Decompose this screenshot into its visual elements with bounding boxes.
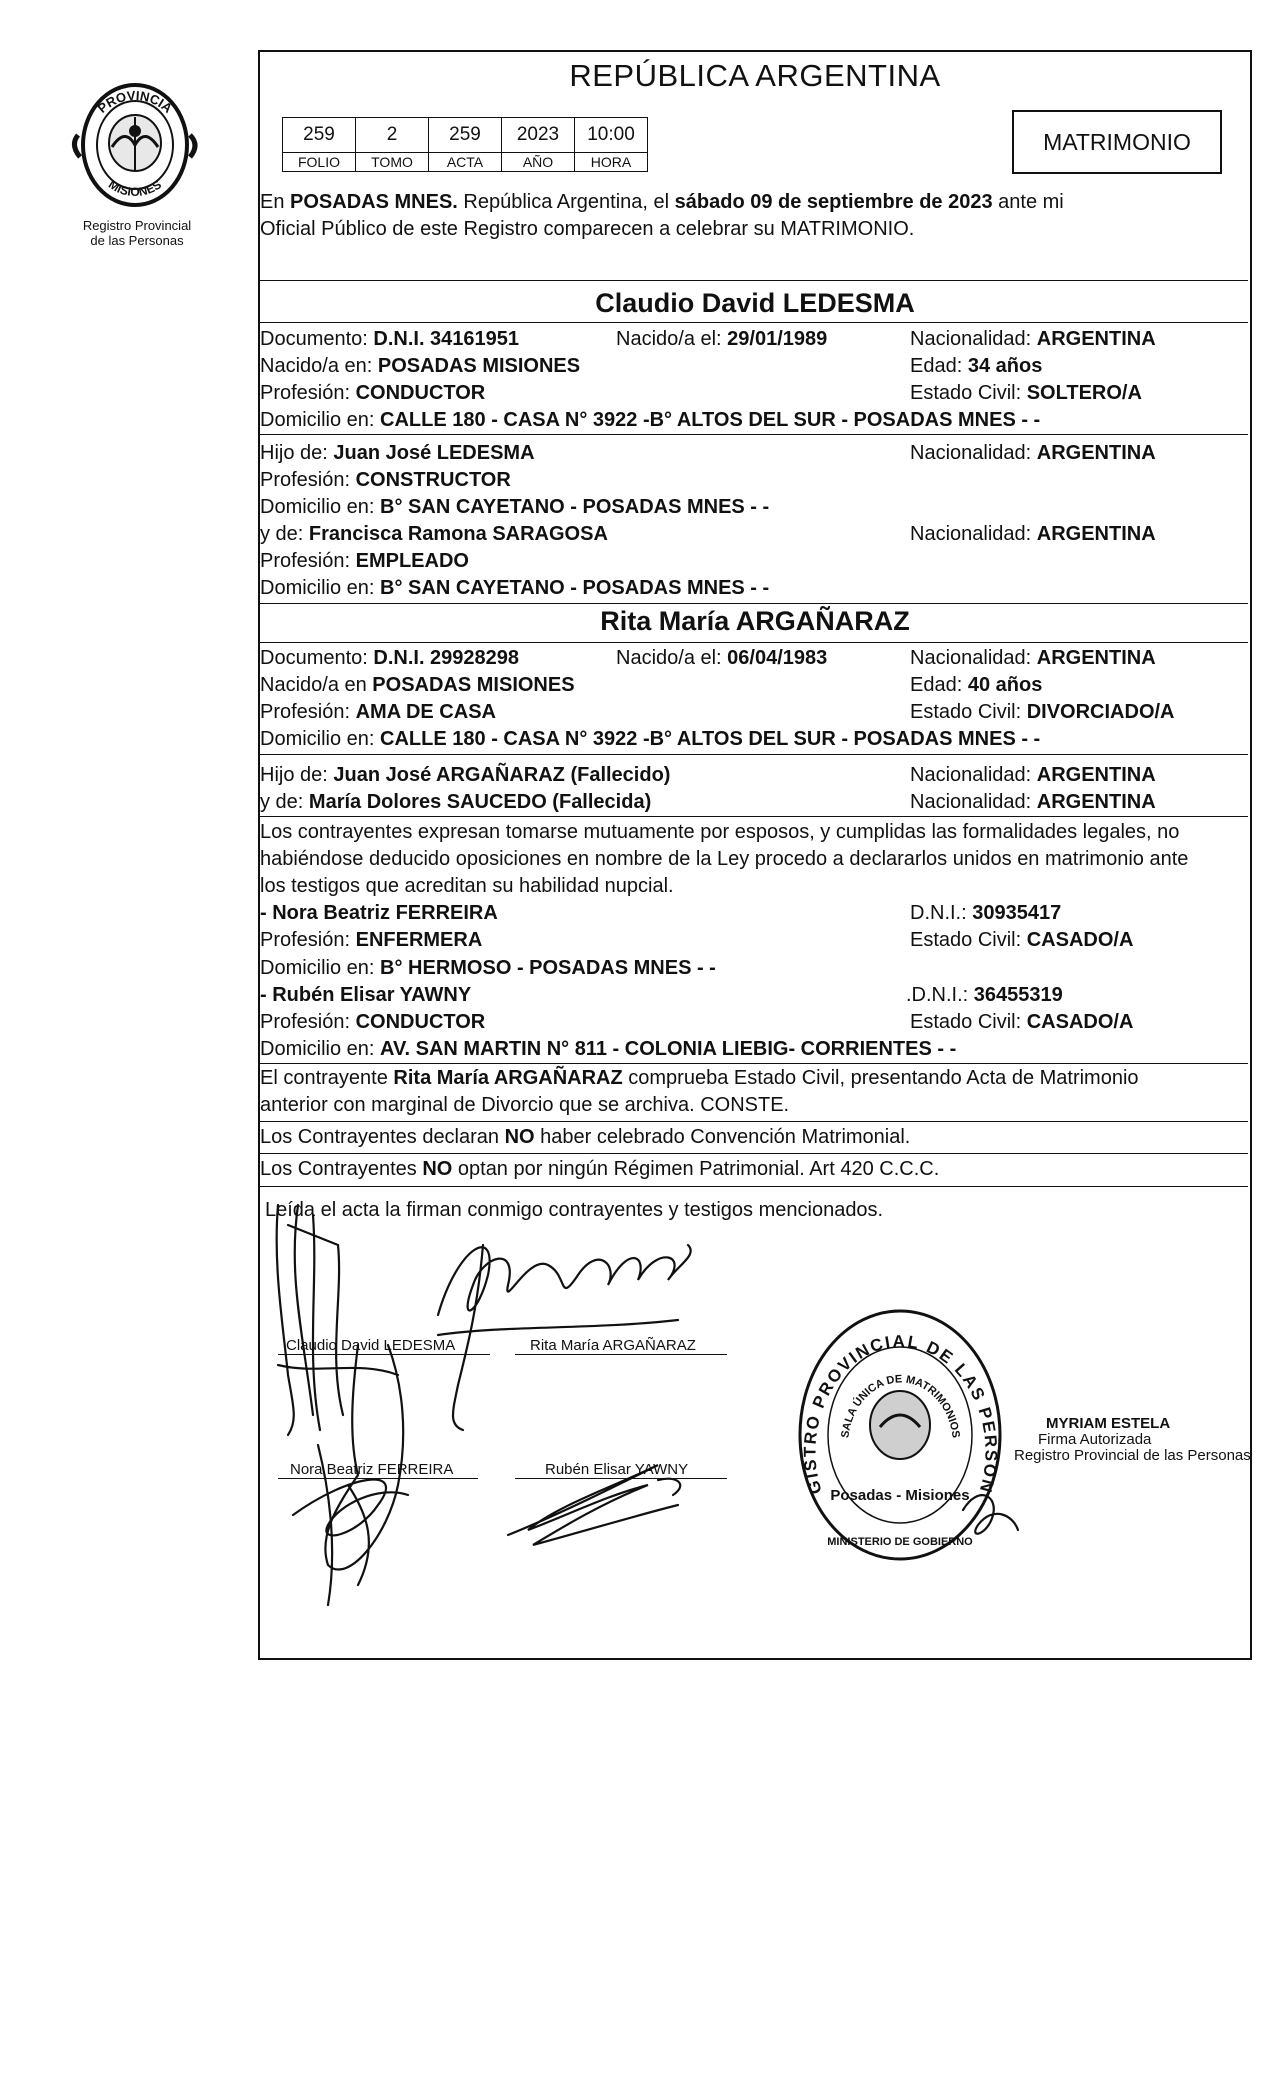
label: Nacionalidad: (910, 791, 1037, 813)
label: Documento: (260, 328, 374, 350)
value: AV. SAN MARTIN N° 811 - COLONIA LIEBIG- CORRIENTES - - (380, 1038, 957, 1060)
witness2-name (260, 982, 471, 1009)
label: Profesión: (260, 382, 356, 404)
logo-ring-top: PROVINCIA (94, 87, 176, 116)
divider (260, 434, 1248, 435)
spouse1-mother-profession (260, 548, 469, 575)
intro-text: En (260, 191, 291, 213)
divider (260, 1063, 1248, 1064)
divider (260, 322, 1248, 323)
declaration-line3: los testigos que acreditan su habilidad nupcial. (260, 875, 674, 897)
declaration-line2: habiéndose deducido oposiciones en nombre de la Ley procedo a declararlos unidos en matrimonio ante (260, 848, 1189, 870)
intro-date: sábado 09 de septiembre de 2023 (674, 191, 993, 213)
label: Profesión: (260, 550, 356, 572)
divider (260, 1121, 1248, 1122)
acta-value: 259 (429, 118, 502, 153)
text: optan por ningún Régimen Patrimonial. Art 420 C.C.C. (452, 1158, 940, 1180)
convention-statement (260, 1124, 910, 1151)
note-text: comprueba Estado Civil, presentando Acta de Matrimonio (622, 1067, 1139, 1089)
signature-label-ruben: Rubén Elisar YAWNY (545, 1461, 689, 1478)
value: AMA DE CASA (355, 701, 496, 723)
tomo-value: 2 (356, 118, 429, 153)
value: 30935417 (972, 902, 1062, 924)
value: D.N.I. 34161951 (373, 328, 520, 350)
spouse2-father (260, 762, 670, 789)
seal-inner-text: SALA ÚNICA DE MATRIMONIOS (839, 1373, 962, 1439)
intro-text: República Argentina, el (457, 191, 675, 213)
witness1-address (260, 955, 716, 982)
value: 29/01/1989 (727, 328, 828, 350)
label: Hijo de: (260, 764, 334, 786)
closing-statement: Leída el acta la firman conmigo contrayentes y testigos mencionados. (265, 1199, 884, 1221)
witness2-address (260, 1036, 956, 1063)
hora-label: HORA (575, 153, 648, 172)
spouse2-document (260, 645, 519, 672)
label: Profesión: (260, 701, 356, 723)
note-line2: anterior con marginal de Divorcio que se archiva. CONSTE. (260, 1094, 790, 1116)
value: Juan José LEDESMA (333, 442, 535, 464)
divider (260, 642, 1248, 643)
spouse1-document (260, 326, 519, 353)
value: ARGENTINA (1036, 764, 1156, 786)
spouse1-profession (260, 380, 485, 407)
spouse2-profession (260, 699, 496, 726)
spouse2-age (910, 672, 1042, 699)
value: POSADAS MISIONES (372, 674, 575, 696)
value: ENFERMERA (355, 929, 483, 951)
svg-text:MISIONES (106, 177, 164, 199)
value: CASADO/A (1026, 929, 1134, 951)
spouse2-father-nationality (910, 762, 1156, 789)
label: Estado Civil: (910, 701, 1027, 723)
label: Profesión: (260, 1011, 356, 1033)
text: Los Contrayentes declaran (260, 1126, 505, 1148)
officer-org: Registro Provincial de las Personas (1014, 1447, 1251, 1464)
witness1-civil-status (910, 927, 1133, 954)
spouse1-address (260, 407, 1040, 434)
label: Nacido/a el: (616, 647, 728, 669)
intro-text: ante mi (992, 191, 1064, 213)
value: ARGENTINA (1036, 523, 1156, 545)
witness2-profession (260, 1009, 485, 1036)
value: 06/04/1983 (727, 647, 828, 669)
label: Domicilio en: (260, 409, 381, 431)
witness1-name (260, 900, 498, 927)
witness1-dni (910, 900, 1061, 927)
label: Documento: (260, 647, 374, 669)
value: María Dolores SAUCEDO (Fallecida) (308, 791, 652, 813)
label: Domicilio en: (260, 577, 381, 599)
spouse1-birthdate (616, 326, 827, 353)
spouse2-name: Rita María ARGAÑARAZ (600, 606, 910, 636)
divider (260, 603, 1248, 604)
ano-value: 2023 (502, 118, 575, 153)
value: DIVORCIADO/A (1026, 701, 1175, 723)
spouse2-address (260, 726, 1040, 753)
value: CONSTRUCTOR (355, 469, 511, 491)
value: ARGENTINA (1036, 647, 1156, 669)
divider (260, 816, 1248, 817)
tomo-label: TOMO (356, 153, 429, 172)
spouse1-father (260, 440, 535, 467)
value: B° SAN CAYETANO - POSADAS MNES - - (380, 577, 770, 599)
value: SOLTERO/A (1026, 382, 1142, 404)
logo-caption-line2: de las Personas (90, 233, 184, 248)
label: Edad: (910, 674, 968, 696)
note-name: Rita María ARGAÑARAZ (393, 1067, 623, 1089)
value: Francisca Ramona SARAGOSA (308, 523, 608, 545)
label: Hijo de: (260, 442, 334, 464)
ano-label: AÑO (502, 153, 575, 172)
emphasis: NO (422, 1158, 453, 1180)
value: ARGENTINA (1036, 328, 1156, 350)
signature-line (515, 1478, 727, 1479)
emphasis: NO (504, 1126, 535, 1148)
label: D.N.I.: (910, 902, 973, 924)
official-seal (788, 1295, 1013, 1570)
logo-caption (62, 218, 212, 248)
provincial-registry-logo (70, 75, 200, 215)
text: Los Contrayentes (260, 1158, 423, 1180)
label: Profesión: (260, 469, 356, 491)
value: D.N.I. 29928298 (373, 647, 520, 669)
spouse1-birthplace (260, 353, 580, 380)
text: haber celebrado Convención Matrimonial. (534, 1126, 911, 1148)
label: Domicilio en: (260, 1038, 381, 1060)
value: - Nora Beatriz FERREIRA (260, 902, 498, 924)
note-line1 (260, 1065, 1139, 1092)
value: EMPLEADO (355, 550, 469, 572)
officer-name: MYRIAM ESTELA (1046, 1415, 1171, 1432)
label: Nacionalidad: (910, 328, 1037, 350)
label: Nacionalidad: (910, 442, 1037, 464)
hora-value: 10:00 (575, 118, 648, 153)
note-text: El contrayente (260, 1067, 394, 1089)
signature-line (278, 1354, 490, 1355)
label: Nacido/a en (260, 674, 373, 696)
label: y de: (260, 791, 309, 813)
spouse2-mother-nationality (910, 789, 1156, 816)
acta-label: ACTA (429, 153, 502, 172)
handwritten-signatures (258, 1185, 1252, 1635)
seal-ministry-text: MINISTERIO DE GOBIERNO (827, 1536, 973, 1548)
witness2-dni (906, 982, 1063, 1009)
spouse2-birthdate (616, 645, 827, 672)
signature-label-rita: Rita María ARGAÑARAZ (530, 1337, 696, 1354)
intro-line1 (260, 189, 1064, 216)
label: y de: (260, 523, 309, 545)
spouse1-father-profession (260, 467, 511, 494)
folio-label: FOLIO (283, 153, 356, 172)
acta-reference-table (282, 117, 648, 172)
document-title: REPÚBLICA ARGENTINA (569, 58, 941, 93)
value: 40 años (967, 674, 1043, 696)
value: 36455319 (973, 984, 1063, 1006)
intro-line2: Oficial Público de este Registro comparecen a celebrar su MATRIMONIO. (260, 218, 915, 240)
spouse1-mother-nationality (910, 521, 1156, 548)
value: ARGENTINA (1036, 442, 1156, 464)
label: Nacionalidad: (910, 523, 1037, 545)
logo-caption-line1: Registro Provincial (82, 218, 192, 233)
label: Domicilio en: (260, 957, 381, 979)
value: CONDUCTOR (355, 382, 486, 404)
spouse1-civil-status (910, 380, 1142, 407)
label: Nacionalidad: (910, 647, 1037, 669)
spouse2-nationality (910, 645, 1156, 672)
seal-ring-text: GISTRO PROVINCIAL DE LAS PERSON (800, 1331, 1001, 1497)
spouse1-father-address (260, 494, 769, 521)
document-type-box: MATRIMONIO (1012, 110, 1222, 174)
label: Nacionalidad: (910, 764, 1037, 786)
value: 34 años (967, 355, 1043, 377)
label: Nacido/a en: (260, 355, 378, 377)
spouse2-mother (260, 789, 651, 816)
witness1-profession (260, 927, 482, 954)
folio-value: 259 (283, 118, 356, 153)
label: Nacido/a el: (616, 328, 728, 350)
value: CALLE 180 - CASA N° 3922 -B° ALTOS DEL SUR - POSADAS MNES - - (380, 409, 1041, 431)
signature-line (515, 1354, 727, 1355)
divider (260, 1153, 1248, 1154)
value: B° HERMOSO - POSADAS MNES - - (380, 957, 716, 979)
signature-label-nora: Nora Beatriz FERREIRA (290, 1461, 454, 1478)
spouse1-mother-address (260, 575, 769, 602)
label: Estado Civil: (910, 929, 1027, 951)
label: Estado Civil: (910, 382, 1027, 404)
label: Domicilio en: (260, 496, 381, 518)
spouse2-birthplace (260, 672, 575, 699)
label: Estado Civil: (910, 1011, 1027, 1033)
spouse1-father-nationality (910, 440, 1156, 467)
value: CONDUCTOR (355, 1011, 486, 1033)
label: Domicilio en: (260, 728, 381, 750)
spouse1-mother (260, 521, 608, 548)
value: ARGENTINA (1036, 791, 1156, 813)
value: CALLE 180 - CASA N° 3922 -B° ALTOS DEL SUR - POSADAS MNES - - (380, 728, 1041, 750)
divider (260, 280, 1248, 281)
officer-title: Firma Autorizada (1038, 1431, 1152, 1448)
spouse1-name: Claudio David LEDESMA (595, 288, 915, 318)
signature-line (278, 1478, 478, 1479)
spouse2-civil-status (910, 699, 1175, 726)
value: Juan José ARGAÑARAZ (Fallecido) (333, 764, 671, 786)
spouse1-nationality (910, 326, 1156, 353)
signature-label-claudio: Claudio David LEDESMA (286, 1337, 456, 1354)
spouse1-age (910, 353, 1042, 380)
value: B° SAN CAYETANO - POSADAS MNES - - (380, 496, 770, 518)
divider (260, 754, 1248, 755)
value: CASADO/A (1026, 1011, 1134, 1033)
label: Edad: (910, 355, 968, 377)
value: - Rubén Elisar YAWNY (260, 984, 472, 1006)
witness2-civil-status (910, 1009, 1133, 1036)
officer-stamp (1014, 1416, 1251, 1464)
value: POSADAS MISIONES (377, 355, 581, 377)
label: .D.N.I.: (906, 984, 974, 1006)
regime-statement (260, 1156, 939, 1183)
declaration-line1: Los contrayentes expresan tomarse mutuamente por esposos, y cumplidas las formalidades legales, no (260, 821, 1180, 843)
label: Profesión: (260, 929, 356, 951)
logo-ring-bottom: MISIONES (106, 177, 164, 199)
seal-bottom-text: Posadas - Misiones (830, 1487, 970, 1504)
intro-place: POSADAS MNES. (290, 191, 458, 213)
